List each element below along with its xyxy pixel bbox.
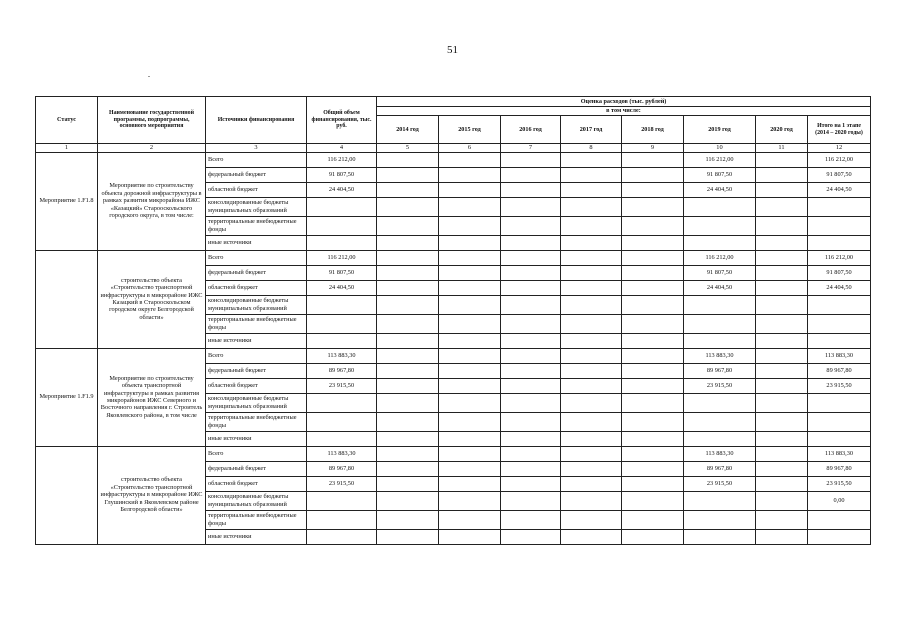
source-label: консолидированные бюджеты муниципальных образований [206,295,307,314]
column-number: 4 [307,144,377,153]
source-label: областной бюджет [206,476,307,491]
source-label: Всего [206,446,307,461]
stage-total-amount: 23 915,50 [808,476,871,491]
header-name: Наименование государственной программы, подпрограммы, основного мероприятия [98,97,206,144]
stage-total-amount: 113 883,30 [808,446,871,461]
source-label: Всего [206,250,307,265]
column-number: 5 [377,144,439,153]
header-year-2019: 2019 год [684,116,756,144]
year-2019-amount: 24 404,50 [684,280,756,295]
source-label: иные источники [206,333,307,348]
source-label: областной бюджет [206,182,307,197]
header-year-2015: 2015 год [439,116,501,144]
row-description: Мероприятие по строительству объекта дорожной инфраструктуры в рамках развития микрорайона ИЖС «Казацкий» Старооскольского городского округа, в том числе: [98,152,206,250]
total-amount: 89 967,80 [307,461,377,476]
source-label: федеральный бюджет [206,265,307,280]
column-number: 6 [439,144,501,153]
source-label: иные источники [206,529,307,544]
stage-total-amount: 24 404,50 [808,280,871,295]
column-number-row [36,144,871,153]
stage-total-amount [808,393,871,412]
header-status: Статус [36,97,98,144]
table-row [36,152,871,167]
header-stage-total: Итого на 1 этапе (2014 – 2020 годы) [808,116,871,144]
total-amount: 23 915,50 [307,476,377,491]
source-label: иные источники [206,431,307,446]
header-year-2018: 2018 год [622,116,684,144]
source-label: консолидированные бюджеты муниципальных образований [206,393,307,412]
year-2019-amount: 91 807,50 [684,167,756,182]
stage-total-amount: 89 967,80 [808,461,871,476]
source-label: консолидированные бюджеты муниципальных образований [206,197,307,216]
stage-total-amount: 23 915,50 [808,378,871,393]
stage-total-amount: 113 883,30 [808,348,871,363]
total-amount: 113 883,30 [307,348,377,363]
column-number: 12 [808,144,871,153]
year-2019-amount: 24 404,50 [684,182,756,197]
stage-total-amount: 91 807,50 [808,265,871,280]
header-estimate: Оценка расходов (тыс. рублей) [377,97,871,107]
total-amount: 116 212,00 [307,250,377,265]
header-year-2017: 2017 год [561,116,622,144]
column-number: 11 [756,144,808,153]
source-label: территориальные внебюджетные фонды [206,314,307,333]
stage-total-amount: 0,00 [808,491,871,510]
table-row [36,250,871,265]
total-amount: 23 915,50 [307,378,377,393]
row-status: Мероприятие 1.F1.8 [36,152,98,250]
column-number: 2 [98,144,206,153]
source-label: иные источники [206,235,307,250]
total-amount: 24 404,50 [307,280,377,295]
source-label: федеральный бюджет [206,363,307,378]
source-label: федеральный бюджет [206,167,307,182]
header-including: в том числе: [377,107,871,116]
year-2019-amount: 116 212,00 [684,250,756,265]
header-year-2020: 2020 год [756,116,808,144]
column-number: 8 [561,144,622,153]
row-status [36,250,98,348]
source-label: консолидированные бюджеты муниципальных образований [206,491,307,510]
total-amount: 113 883,30 [307,446,377,461]
page-number: 51 [447,44,458,56]
stage-total-amount: 24 404,50 [808,182,871,197]
table-row [36,348,871,363]
source-label: федеральный бюджет [206,461,307,476]
row-status [36,446,98,544]
column-number: 10 [684,144,756,153]
source-label: областной бюджет [206,280,307,295]
year-2019-amount: 23 915,50 [684,378,756,393]
column-number: 1 [36,144,98,153]
row-description: строительство объекта «Строительство транспортной инфраструктуры в микрорайоне ИЖС Казацкий в Старооскольском городском округе Белгородской области» [98,250,206,348]
stage-total-amount: 89 967,80 [808,363,871,378]
header-year-2016: 2016 год [501,116,561,144]
source-label: областной бюджет [206,378,307,393]
stage-total-amount [808,295,871,314]
year-2019-amount: 89 967,80 [684,363,756,378]
row-description: Мероприятие по строительству объекта транспортной инфраструктуры в рамках развития микрорайонов ИЖС Северного и Восточного направления г. Строитель Яковлевского района, в том числе [98,348,206,446]
year-2019-amount: 23 915,50 [684,476,756,491]
year-2019-amount: 113 883,30 [684,446,756,461]
year-2019-amount: 91 807,50 [684,265,756,280]
source-label: территориальные внебюджетные фонды [206,412,307,431]
total-amount: 91 807,50 [307,167,377,182]
column-number: 7 [501,144,561,153]
stage-total-amount: 91 807,50 [808,167,871,182]
stage-total-amount: 116 212,00 [808,152,871,167]
year-2019-amount: 113 883,30 [684,348,756,363]
year-2019-amount: 89 967,80 [684,461,756,476]
header-total: Общий объем финансирования, тыс. руб. [307,97,377,144]
scan-speck [148,76,150,77]
column-number: 9 [622,144,684,153]
row-description: строительство объекта «Строительство транспортной инфраструктуры в микрорайоне ИЖС Глушинский в Яковлевском районе Белгородской области» [98,446,206,544]
total-amount: 24 404,50 [307,182,377,197]
source-label: территориальные внебюджетные фонды [206,216,307,235]
column-number: 3 [206,144,307,153]
year-2019-amount: 116 212,00 [684,152,756,167]
budget-table [35,96,871,545]
header-year-2014: 2014 год [377,116,439,144]
row-status: Мероприятие 1.F1.9 [36,348,98,446]
source-label: Всего [206,152,307,167]
total-amount: 91 807,50 [307,265,377,280]
header-sources: Источники финансирования [206,97,307,144]
source-label: Всего [206,348,307,363]
stage-total-amount: 116 212,00 [808,250,871,265]
source-label: территориальные внебюджетные фонды [206,510,307,529]
table-row [36,446,871,461]
stage-total-amount [808,197,871,216]
total-amount: 116 212,00 [307,152,377,167]
total-amount: 89 967,80 [307,363,377,378]
